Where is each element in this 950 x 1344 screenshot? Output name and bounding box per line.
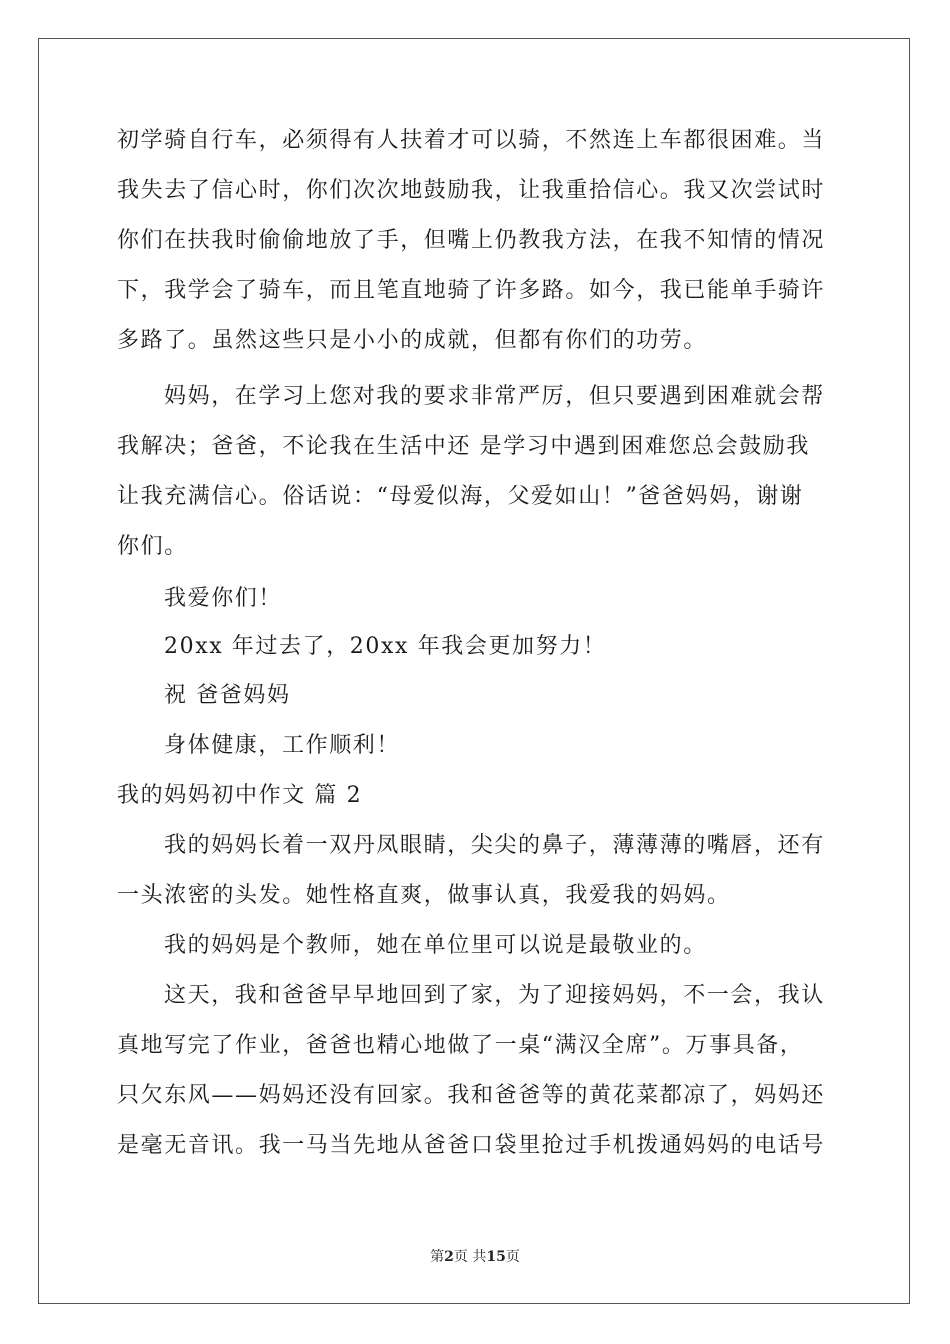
paragraph-line: 初学骑自行车，必须得有人扶着才可以骑，不然连上车都很困难。当: [117, 128, 826, 153]
page-current: 2: [444, 1249, 454, 1265]
section-heading: 我的妈妈初中作文 篇 2: [117, 783, 363, 808]
salutation-line: 祝 爸爸妈妈: [164, 683, 291, 708]
paragraph-line: 身体健康，工作顺利！: [164, 733, 401, 758]
paragraph-line: 你们。: [117, 534, 188, 559]
paragraph-line: 下，我学会了骑车，而且笔直地骑了许多路。如今，我已能单手骑许: [117, 278, 826, 303]
paragraph-line: 你们在扶我时偷偷地放了手，但嘴上仍教我方法，在我不知情的情况: [117, 228, 826, 253]
paragraph-line: 是毫无音讯。我一马当先地从爸爸口袋里抢过手机拨通妈妈的电话号: [117, 1133, 826, 1158]
paragraph-line: 让我充满信心。俗话说：“母爱似海，父爱如山！”爸爸妈妈，谢谢: [117, 484, 804, 509]
page-footer: [0, 1246, 950, 1266]
paragraph-line: 多路了。虽然这些只是小小的成就，但都有你们的功劳。: [117, 328, 708, 353]
paragraph-line: 我的妈妈长着一双丹凤眼睛，尖尖的鼻子，薄薄薄的嘴唇，还有: [164, 833, 825, 858]
paragraph-line: 我爱你们！: [164, 586, 283, 611]
paragraph-line: 一头浓密的头发。她性格直爽，做事认真，我爱我的妈妈。: [117, 883, 731, 908]
page-suffix: 页: [505, 1249, 520, 1265]
paragraph-line: 妈妈，在学习上您对我的要求非常严厉，但只要遇到困难就会帮: [164, 384, 825, 409]
paragraph-line: 这天，我和爸爸早早地回到了家，为了迎接妈妈，不一会，我认: [164, 983, 825, 1008]
page-mid: 页 共: [453, 1249, 487, 1265]
page-total: 15: [486, 1249, 506, 1265]
paragraph-line: 只欠东风——妈妈还没有回家。我和爸爸等的黄花菜都凉了，妈妈还: [117, 1083, 826, 1108]
paragraph-line: 20xx 年过去了，20xx 年我会更加努力！: [164, 634, 607, 659]
paragraph-line: 我解决；爸爸，不论我在生活中还 是学习中遇到困难您总会鼓励我: [117, 434, 810, 459]
paragraph-line: 我失去了信心时，你们次次地鼓励我，让我重拾信心。我又次尝试时: [117, 178, 826, 203]
paragraph-line: 真地写完了作业，爸爸也精心地做了一桌“满汉全席”。万事具备，: [117, 1033, 804, 1058]
paragraph-line: 我的妈妈是个教师，她在单位里可以说是最敬业的。: [164, 933, 707, 958]
page-prefix: 第: [430, 1249, 445, 1265]
